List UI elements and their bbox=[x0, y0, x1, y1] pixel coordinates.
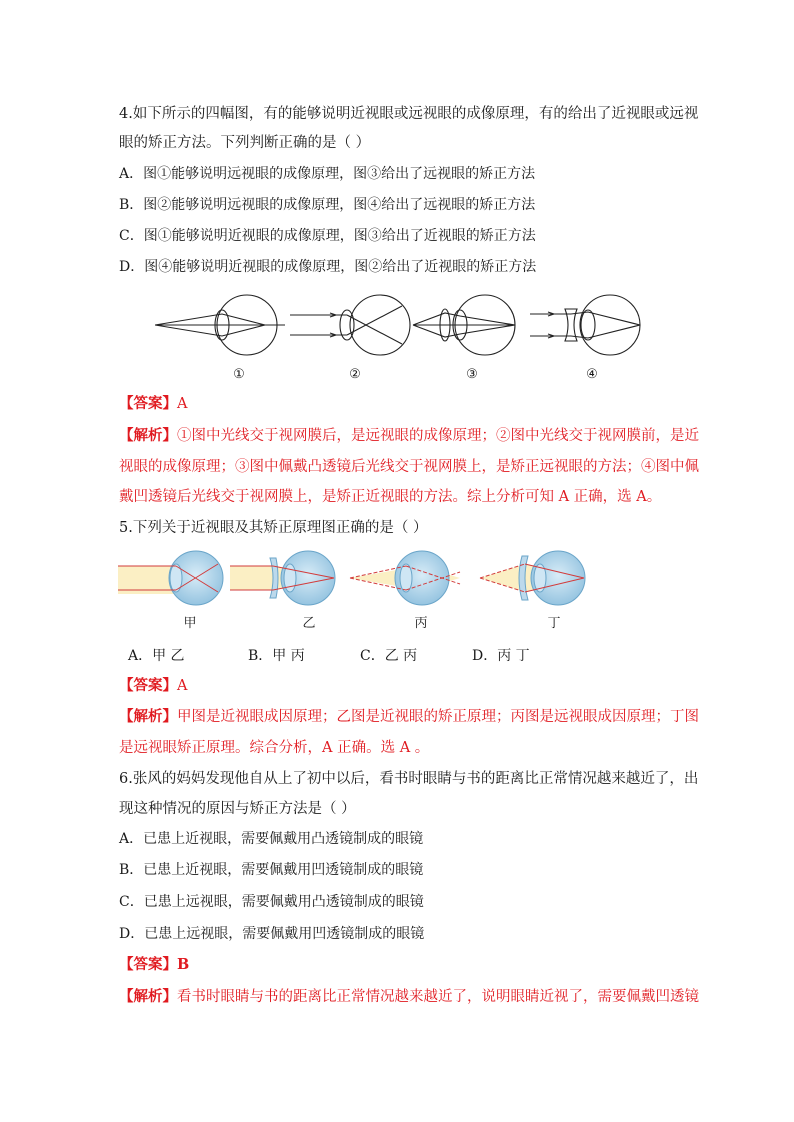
q4-stem-line2: 眼的矫正方法。下列判断正确的是（ ） bbox=[119, 135, 371, 151]
q5-figure-yi bbox=[230, 551, 335, 605]
q6-stem-line2: 现这种情况的原因与矫正方法是（ ） bbox=[119, 801, 356, 817]
q5-figure-ding bbox=[480, 551, 585, 605]
q5-choice-b: B．甲 丙 bbox=[248, 648, 305, 664]
q5-analysis-tag: 【解析】 bbox=[119, 708, 177, 725]
q6-analysis-line1 bbox=[119, 987, 699, 1007]
q4-option-c: C．图①能够说明近视眼的成像原理，图③给出了近视眼的矫正方法 bbox=[119, 228, 536, 244]
q5-figure-jia bbox=[118, 551, 223, 605]
q5-choice-c: C．乙 丙 bbox=[360, 648, 418, 664]
q5-analysis-line1 bbox=[119, 707, 699, 727]
q4-answer bbox=[119, 394, 187, 414]
q4-answer-value: A bbox=[177, 396, 188, 412]
q6-option-b: B．已患上近视眼，需要佩戴用凹透镜制成的眼镜 bbox=[119, 862, 424, 878]
q5-figure-bing bbox=[350, 551, 460, 605]
q4-figure-label-1: ① bbox=[233, 367, 245, 382]
q5-answer-tag: 【答案】 bbox=[119, 677, 177, 694]
q4-option-d: D．图④能够说明近视眼的成像原理，图②给出了近视眼的矫正方法 bbox=[119, 259, 537, 275]
q5-eye-diagrams bbox=[118, 548, 648, 608]
q5-analysis-line2: 是远视眼矫正原理。综合分析，A 正确。选 A 。 bbox=[119, 740, 430, 756]
q5-answer-value: A bbox=[177, 678, 188, 694]
q4-analysis-line2: 视眼的成像原理；③图中佩戴凸透镜后光线交于视网膜上，是矫正远视眼的方法；④图中佩 bbox=[119, 459, 699, 475]
q5-choice-a: A．甲 乙 bbox=[128, 648, 185, 664]
q4-figure-4 bbox=[530, 295, 640, 355]
q4-answer-tag: 【答案】 bbox=[119, 395, 177, 412]
q5-figure-label-jia: 甲 bbox=[183, 616, 197, 631]
q6-analysis-text1: 看书时眼睛与书的距离比正常情况越来越近了，说明眼睛近视了，需要佩戴凹透镜 bbox=[177, 989, 699, 1005]
q4-figure-label-2: ② bbox=[349, 367, 361, 382]
q4-analysis-text1: ①图中光线交于视网膜后，是远视眼的成像原理；②图中光线交于视网膜前，是近 bbox=[177, 428, 699, 444]
q4-figure-label-3: ③ bbox=[466, 367, 478, 382]
q4-analysis-line3: 戴凹透镜后光线交于视网膜上，是矫正近视眼的方法。综上分析可知 A 正确，选 A。 bbox=[119, 489, 662, 505]
q5-stem: 5.下列关于近视眼及其矫正原理图正确的是（ ） bbox=[119, 520, 428, 536]
q6-stem-line1: 6.张风的妈妈发现他自从上了初中以后，看书时眼睛与书的距离比正常情况越来越近了，出 bbox=[119, 771, 699, 787]
q5-answer bbox=[119, 676, 187, 696]
q5-figure-label-yi: 乙 bbox=[302, 616, 316, 631]
q4-option-a: A．图①能够说明远视眼的成像原理，图③给出了远视眼的矫正方法 bbox=[119, 166, 536, 182]
q6-answer bbox=[119, 955, 189, 975]
q4-stem-line1: 4.如下所示的四幅图，有的能够说明近视眼或远视眼的成像原理，有的给出了近视眼或远视 bbox=[119, 106, 699, 122]
q6-answer-value: B bbox=[177, 956, 190, 973]
q6-option-a: A．已患上近视眼，需要佩戴用凸透镜制成的眼镜 bbox=[119, 831, 424, 847]
q4-analysis-line1 bbox=[119, 426, 699, 446]
q4-option-b: B．图②能够说明远视眼的成像原理，图④给出了远视眼的矫正方法 bbox=[119, 197, 536, 213]
q4-figure-3 bbox=[413, 295, 515, 355]
q6-answer-tag: 【答案】 bbox=[119, 956, 177, 973]
q5-choice-d: D．丙 丁 bbox=[472, 648, 530, 664]
q4-figure-2 bbox=[290, 295, 410, 355]
q5-figure-label-ding: 丁 bbox=[547, 616, 561, 631]
q4-figure-1 bbox=[155, 295, 285, 355]
q5-analysis-text1: 甲图是近视眼成因原理；乙图是近视眼的矫正原理；丙图是远视眼成因原理；丁图 bbox=[177, 709, 699, 725]
q4-analysis-tag: 【解析】 bbox=[119, 427, 177, 444]
q6-option-d: D．已患上远视眼，需要佩戴用凹透镜制成的眼镜 bbox=[119, 926, 425, 942]
q6-analysis-tag: 【解析】 bbox=[119, 988, 177, 1005]
q5-figure-label-bing: 丙 bbox=[414, 616, 428, 631]
q4-figure-label-4: ④ bbox=[586, 367, 598, 382]
q6-option-c: C．已患上远视眼，需要佩戴用凸透镜制成的眼镜 bbox=[119, 894, 424, 910]
